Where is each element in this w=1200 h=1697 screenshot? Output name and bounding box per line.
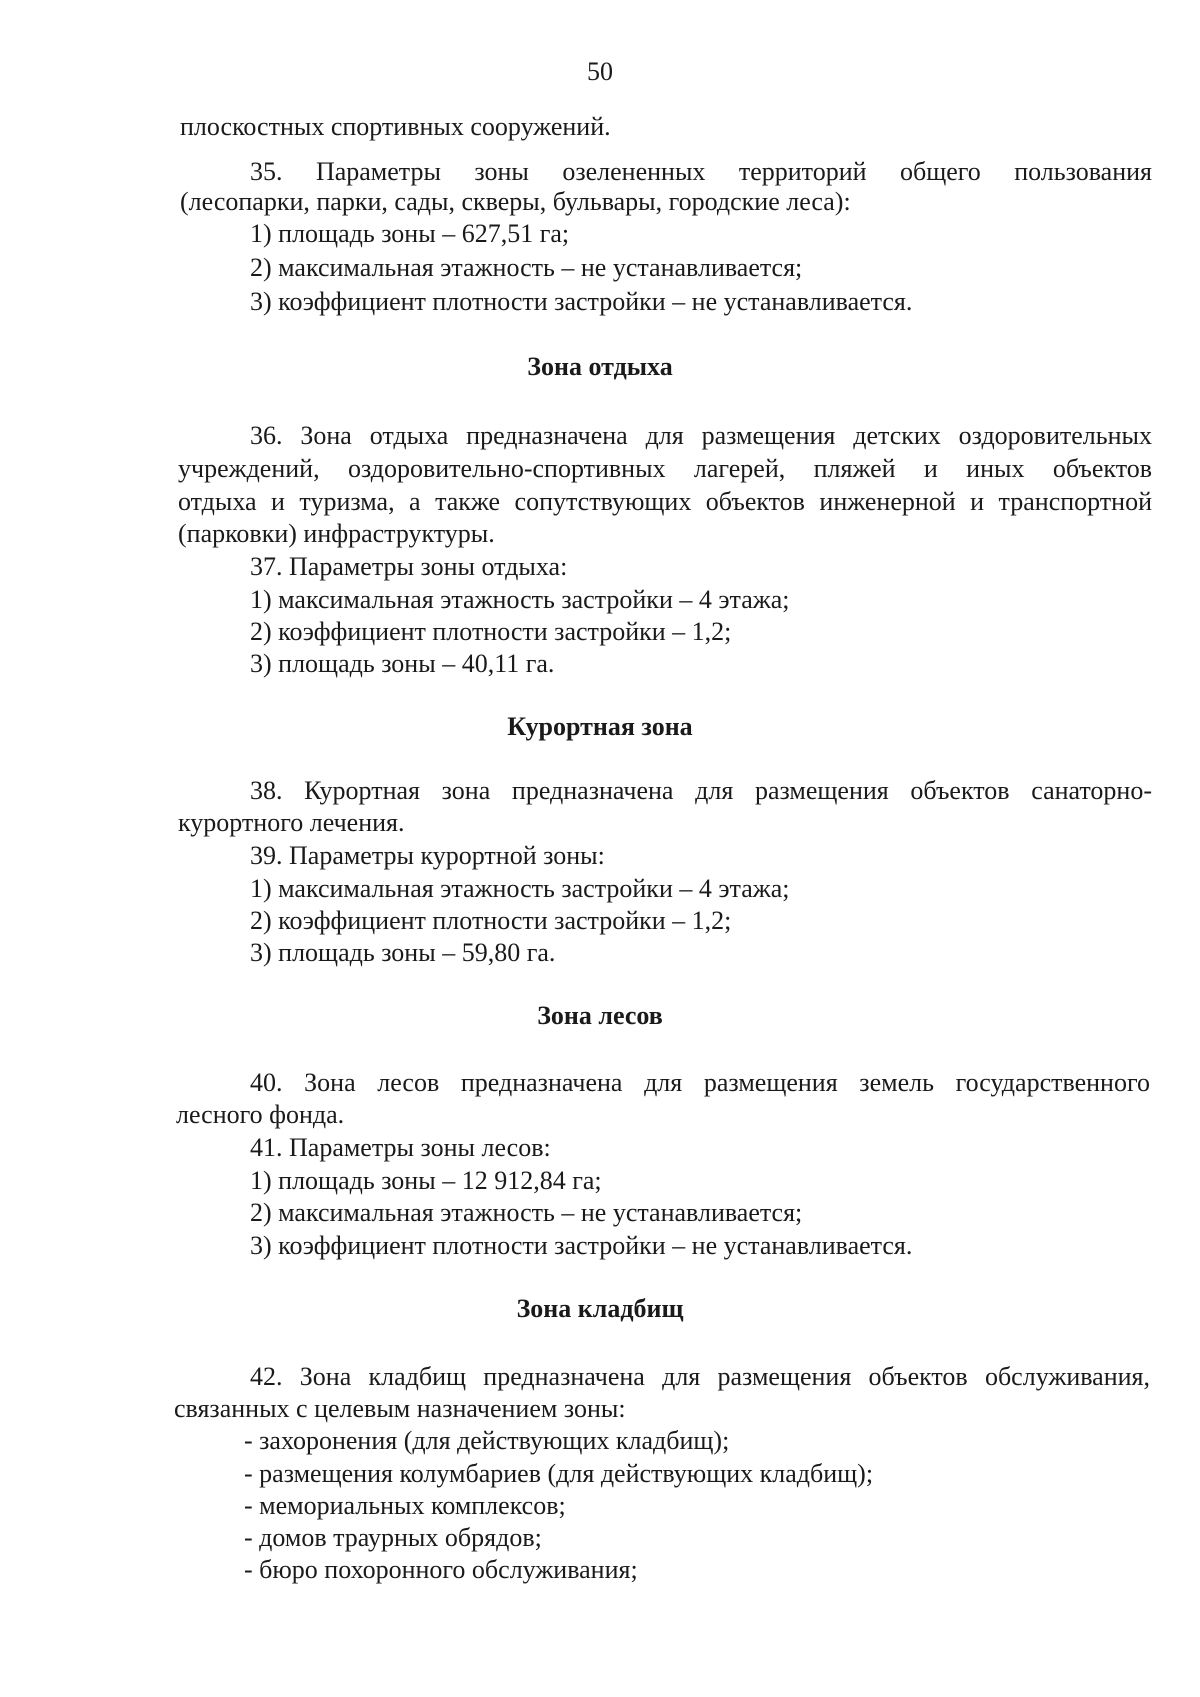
list-item: 2) коэффициент плотности застройки – 1,2; — [250, 906, 732, 935]
list-item: 3) площадь зоны – 59,80 га. — [250, 938, 556, 967]
text-line: (парковки) инфраструктуры. — [178, 519, 495, 548]
list-item: - домов траурных обрядов; — [244, 1523, 542, 1552]
text-line: 42. Зона кладбищ предназначена для размещения объектов обслуживания, — [250, 1362, 1150, 1391]
text-line: 39. Параметры курортной зоны: — [250, 841, 605, 870]
list-item: 1) максимальная этажность застройки – 4 этажа; — [250, 585, 790, 614]
list-item: - размещения колумбариев (для действующих кладбищ); — [244, 1459, 874, 1488]
list-item: 1) максимальная этажность застройки – 4 этажа; — [250, 874, 790, 903]
section-heading-resort-zone: Курортная зона — [507, 712, 693, 741]
list-item: 3) коэффициент плотности застройки – не устанавливается. — [250, 287, 913, 316]
text-line: лесного фонда. — [176, 1100, 345, 1129]
list-item: 3) коэффициент плотности застройки – не устанавливается. — [250, 1231, 913, 1260]
text-line: курортного лечения. — [178, 808, 405, 837]
text-line: связанных с целевым назначением зоны: — [174, 1394, 626, 1423]
text-line: отдыха и туризма, а также сопутствующих объектов инженерной и транспортной — [178, 487, 1152, 516]
list-item: 3) площадь зоны – 40,11 га. — [250, 649, 555, 678]
text-line: 36. Зона отдыха предназначена для размещения детских оздоровительных — [250, 421, 1152, 450]
section-heading-cemetery-zone: Зона кладбищ — [516, 1294, 684, 1323]
text-line: 40. Зона лесов предназначена для размещения земель государственного — [250, 1068, 1150, 1097]
list-item: 1) площадь зоны – 12 912,84 га; — [250, 1166, 602, 1195]
section-heading-rest-zone: Зона отдыха — [527, 352, 673, 381]
text-line: 41. Параметры зоны лесов: — [250, 1133, 551, 1162]
list-item: 2) коэффициент плотности застройки – 1,2; — [250, 617, 732, 646]
list-item: - захоронения (для действующих кладбищ); — [244, 1426, 730, 1455]
page-number: 50 — [587, 57, 613, 86]
list-item: 2) максимальная этажность – не устанавливается; — [250, 253, 803, 282]
text-line: 38. Курортная зона предназначена для размещения объектов санаторно- — [250, 776, 1152, 805]
text-line: 37. Параметры зоны отдыха: — [250, 552, 568, 581]
section-heading-forest-zone: Зона лесов — [537, 1001, 663, 1030]
text-line: 35. Параметры зоны озелененных территорий общего пользования — [250, 157, 1152, 186]
text-line: плоскостных спортивных сооружений. — [180, 112, 611, 141]
list-item: 1) площадь зоны – 627,51 га; — [250, 219, 570, 248]
list-item: 2) максимальная этажность – не устанавливается; — [250, 1198, 803, 1227]
text-line: учреждений, оздоровительно-спортивных лагерей, пляжей и иных объектов — [178, 454, 1152, 483]
list-item: - бюро похоронного обслуживания; — [244, 1555, 638, 1584]
list-item: - мемориальных комплексов; — [244, 1491, 566, 1520]
text-line: (лесопарки, парки, сады, скверы, бульвары, городские леса): — [180, 187, 851, 216]
